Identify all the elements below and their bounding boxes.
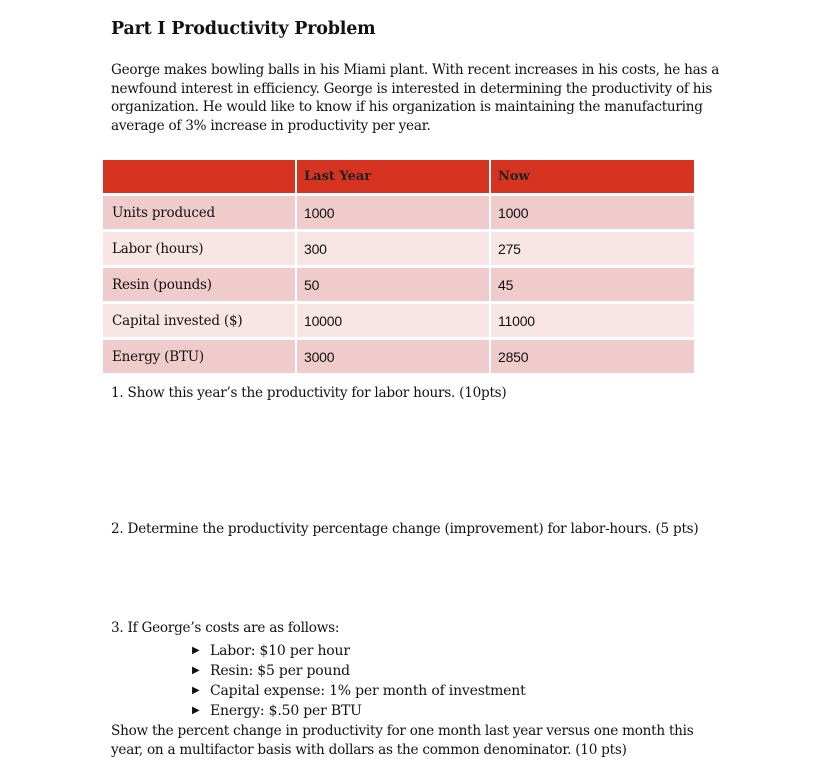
now-value: 1000 bbox=[489, 196, 694, 229]
triangle-bullet-icon: ▶ bbox=[192, 705, 200, 716]
row-label: Energy (BTU) bbox=[103, 340, 295, 373]
row-label: Capital invested ($) bbox=[103, 304, 295, 337]
last-year-value: 50 bbox=[295, 268, 489, 301]
last-year-value: 300 bbox=[295, 232, 489, 265]
table-row bbox=[103, 232, 694, 265]
table-row bbox=[103, 196, 694, 229]
productivity-table bbox=[103, 157, 694, 376]
question-3: 3. If George’s costs are as follows: bbox=[111, 620, 340, 636]
intro-paragraph: George makes bowling balls in his Miami plant. With recent increases in his costs, he has a newfound interest in efficiency. George is interested in determining the productivity of his organization. He would like to know if his organization is maintaining the manufacturing average of 3% increase in productivity per year. bbox=[111, 62, 720, 134]
last-year-value: 10000 bbox=[295, 304, 489, 337]
triangle-bullet-icon: ▶ bbox=[192, 645, 200, 656]
page-title: Part I Productivity Problem bbox=[111, 19, 376, 39]
table-row bbox=[103, 340, 694, 373]
row-label: Labor (hours) bbox=[103, 232, 295, 265]
header-last-year: Last Year bbox=[295, 160, 489, 193]
row-label: Resin (pounds) bbox=[103, 268, 295, 301]
table-row bbox=[103, 304, 694, 337]
question-1: 1. Show this year’s the productivity for labor hours. (10pts) bbox=[111, 385, 507, 401]
last-year-value: 3000 bbox=[295, 340, 489, 373]
now-value: 275 bbox=[489, 232, 694, 265]
now-value: 2850 bbox=[489, 340, 694, 373]
triangle-bullet-icon: ▶ bbox=[192, 665, 200, 676]
table-header-row bbox=[103, 160, 694, 193]
list-item: ▶ Resin: $5 per pound bbox=[192, 663, 350, 679]
cost-list bbox=[192, 641, 526, 721]
now-value: 11000 bbox=[489, 304, 694, 337]
list-item: ▶ Energy: $.50 per BTU bbox=[192, 703, 362, 719]
list-item: ▶ Labor: $10 per hour bbox=[192, 643, 350, 659]
triangle-bullet-icon: ▶ bbox=[192, 685, 200, 696]
question-2: 2. Determine the productivity percentage change (improvement) for labor-hours. (5 pts) bbox=[111, 521, 699, 537]
question-3-instructions: Show the percent change in productivity for one month last year versus one month this year, on a multifactor basis with dollars as the common denominator. (10 pts) bbox=[111, 723, 694, 758]
header-now: Now bbox=[489, 160, 694, 193]
now-value: 45 bbox=[489, 268, 694, 301]
list-item: ▶ Capital expense: 1% per month of investment bbox=[192, 683, 526, 699]
row-label: Units produced bbox=[103, 196, 295, 229]
table-row bbox=[103, 268, 694, 301]
header-blank bbox=[103, 160, 295, 193]
last-year-value: 1000 bbox=[295, 196, 489, 229]
